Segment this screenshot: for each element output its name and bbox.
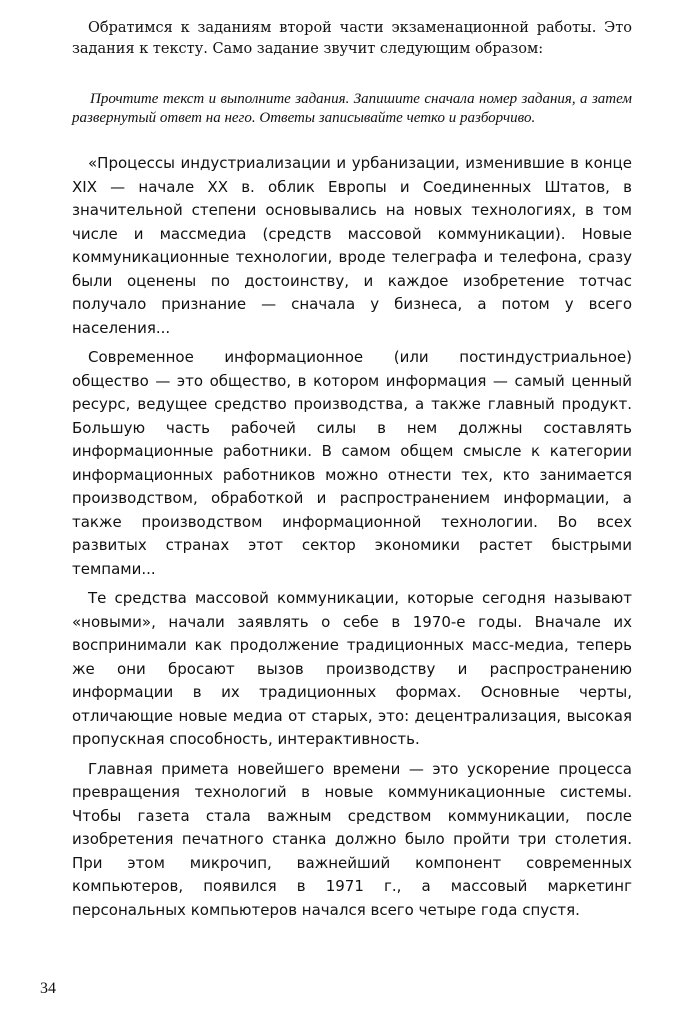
text-paragraph-2: Современное информационное (или постиндустриальное) общество — это общество, в котором информация — самый ценный ресурс, ведущее средство производства, а также главный продукт. Большую часть рабочей силы в нем должны составлять информационные работники. В самом общем смысле к категории информационных работников можно отнести тех, кто занимается производством, обработкой и распространением информации, а также производством информационной технологии. Во всех развитых странах этот сектор экономики растет быстрыми темпами... <box>72 348 632 578</box>
text-paragraph-1: «Процессы индустриализации и урбанизации, изменившие в конце XIX — начале XX в. облик Европы и Соединенных Штатов, в значительной степени основывались на новых технологиях, в том числе и массмедиа (средств массовой коммуникации). Новые коммуникационные технологии, вроде телеграфа и телефона, сразу были оценены по достоинству, и каждое изобретение тотчас получало признание — сначала у бизнеса, а потом у всего населения... <box>72 154 632 337</box>
text-paragraph-4: Главная примета новейшего времени — это ускорение процесса превращения технологий в новые коммуникационные системы. Чтобы газета стала важным средством коммуникации, после изобретения печатного станка должно было пройти три столетия. При этом микрочип, важнейший компонент современных компьютеров, появился в 1971 г., а массовый маркетинг персональных компьютеров начался всего четыре года спустя. <box>72 759 632 919</box>
page-number: 34 <box>40 980 56 997</box>
intro-text: Обратимся к заданиям второй части экзаменационной работы. Это задания к тексту. Само задание звучит следующим образом: <box>72 20 632 57</box>
source-text <box>72 152 632 928</box>
text-paragraph-3: Те средства массовой коммуникации, которые сегодня называют «новыми», начали заявлять о себе в 1970-е годы. Вначале их воспринимали как продолжение традиционных масс-медиа, теперь же они бросают вызов производству и распространению информации в их традиционных формах. Основные черты, отличающие новые медиа от старых, это: децентрализация, высокая пропускная способность, интерактивность. <box>72 589 632 748</box>
task-instruction: Прочтите текст и выполните задания. Запишите сначала номер задания, а затем развернутый ответ на него. Ответы записывайте четко и разборчиво. <box>72 91 632 126</box>
